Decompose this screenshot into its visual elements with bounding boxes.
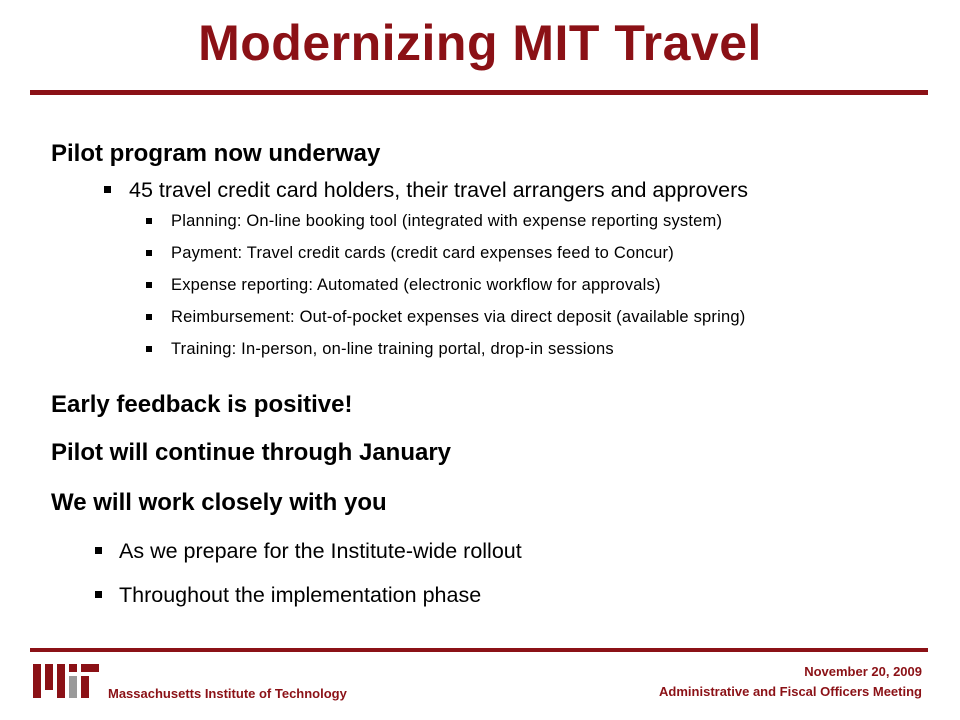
mit-logo-crossbar <box>81 664 99 672</box>
square-bullet-icon <box>146 314 152 320</box>
pilot-subpoint: 45 travel credit card holders, their travel arrangers and approvers <box>129 178 749 202</box>
square-bullet-icon <box>146 250 152 256</box>
footer-meeting: Administrative and Fiscal Officers Meeting <box>659 684 922 699</box>
mit-logo-bar <box>81 676 89 698</box>
heading-pilot: Pilot program now underway <box>51 140 381 167</box>
work-item-prepare: As we prepare for the Institute-wide rollout <box>119 539 522 563</box>
pilot-item-payment: Payment: Travel credit cards (credit card expenses feed to Concur) <box>171 244 674 262</box>
square-bullet-icon <box>104 186 111 193</box>
square-bullet-icon <box>146 346 152 352</box>
footer-divider <box>30 648 928 652</box>
mit-logo-dot <box>69 664 77 672</box>
pilot-item-expense: Expense reporting: Automated (electronic workflow for approvals) <box>171 276 661 294</box>
pilot-item-training: Training: In-person, on-line training portal, drop-in sessions <box>171 340 614 358</box>
mit-logo-bar <box>33 664 41 698</box>
square-bullet-icon <box>146 218 152 224</box>
mit-logo-bar <box>69 676 77 698</box>
mit-logo <box>33 664 99 698</box>
mit-logo-bar <box>57 664 65 698</box>
pilot-item-reimbursement: Reimbursement: Out-of-pocket expenses via direct deposit (available spring) <box>171 308 746 326</box>
mit-logo-bar <box>45 664 53 690</box>
pilot-item-planning: Planning: On-line booking tool (integrated with expense reporting system) <box>171 212 723 230</box>
square-bullet-icon <box>95 591 102 598</box>
square-bullet-icon <box>146 282 152 288</box>
heading-continue: Pilot will continue through January <box>51 439 452 466</box>
heading-feedback: Early feedback is positive! <box>51 391 353 418</box>
title-divider <box>30 90 928 95</box>
footer-organization: Massachusetts Institute of Technology <box>108 686 347 701</box>
square-bullet-icon <box>95 547 102 554</box>
footer-date: November 20, 2009 <box>804 664 922 679</box>
heading-work: We will work closely with you <box>51 489 387 516</box>
slide-title: Modernizing MIT Travel <box>198 15 762 71</box>
work-item-implementation: Throughout the implementation phase <box>119 583 482 607</box>
